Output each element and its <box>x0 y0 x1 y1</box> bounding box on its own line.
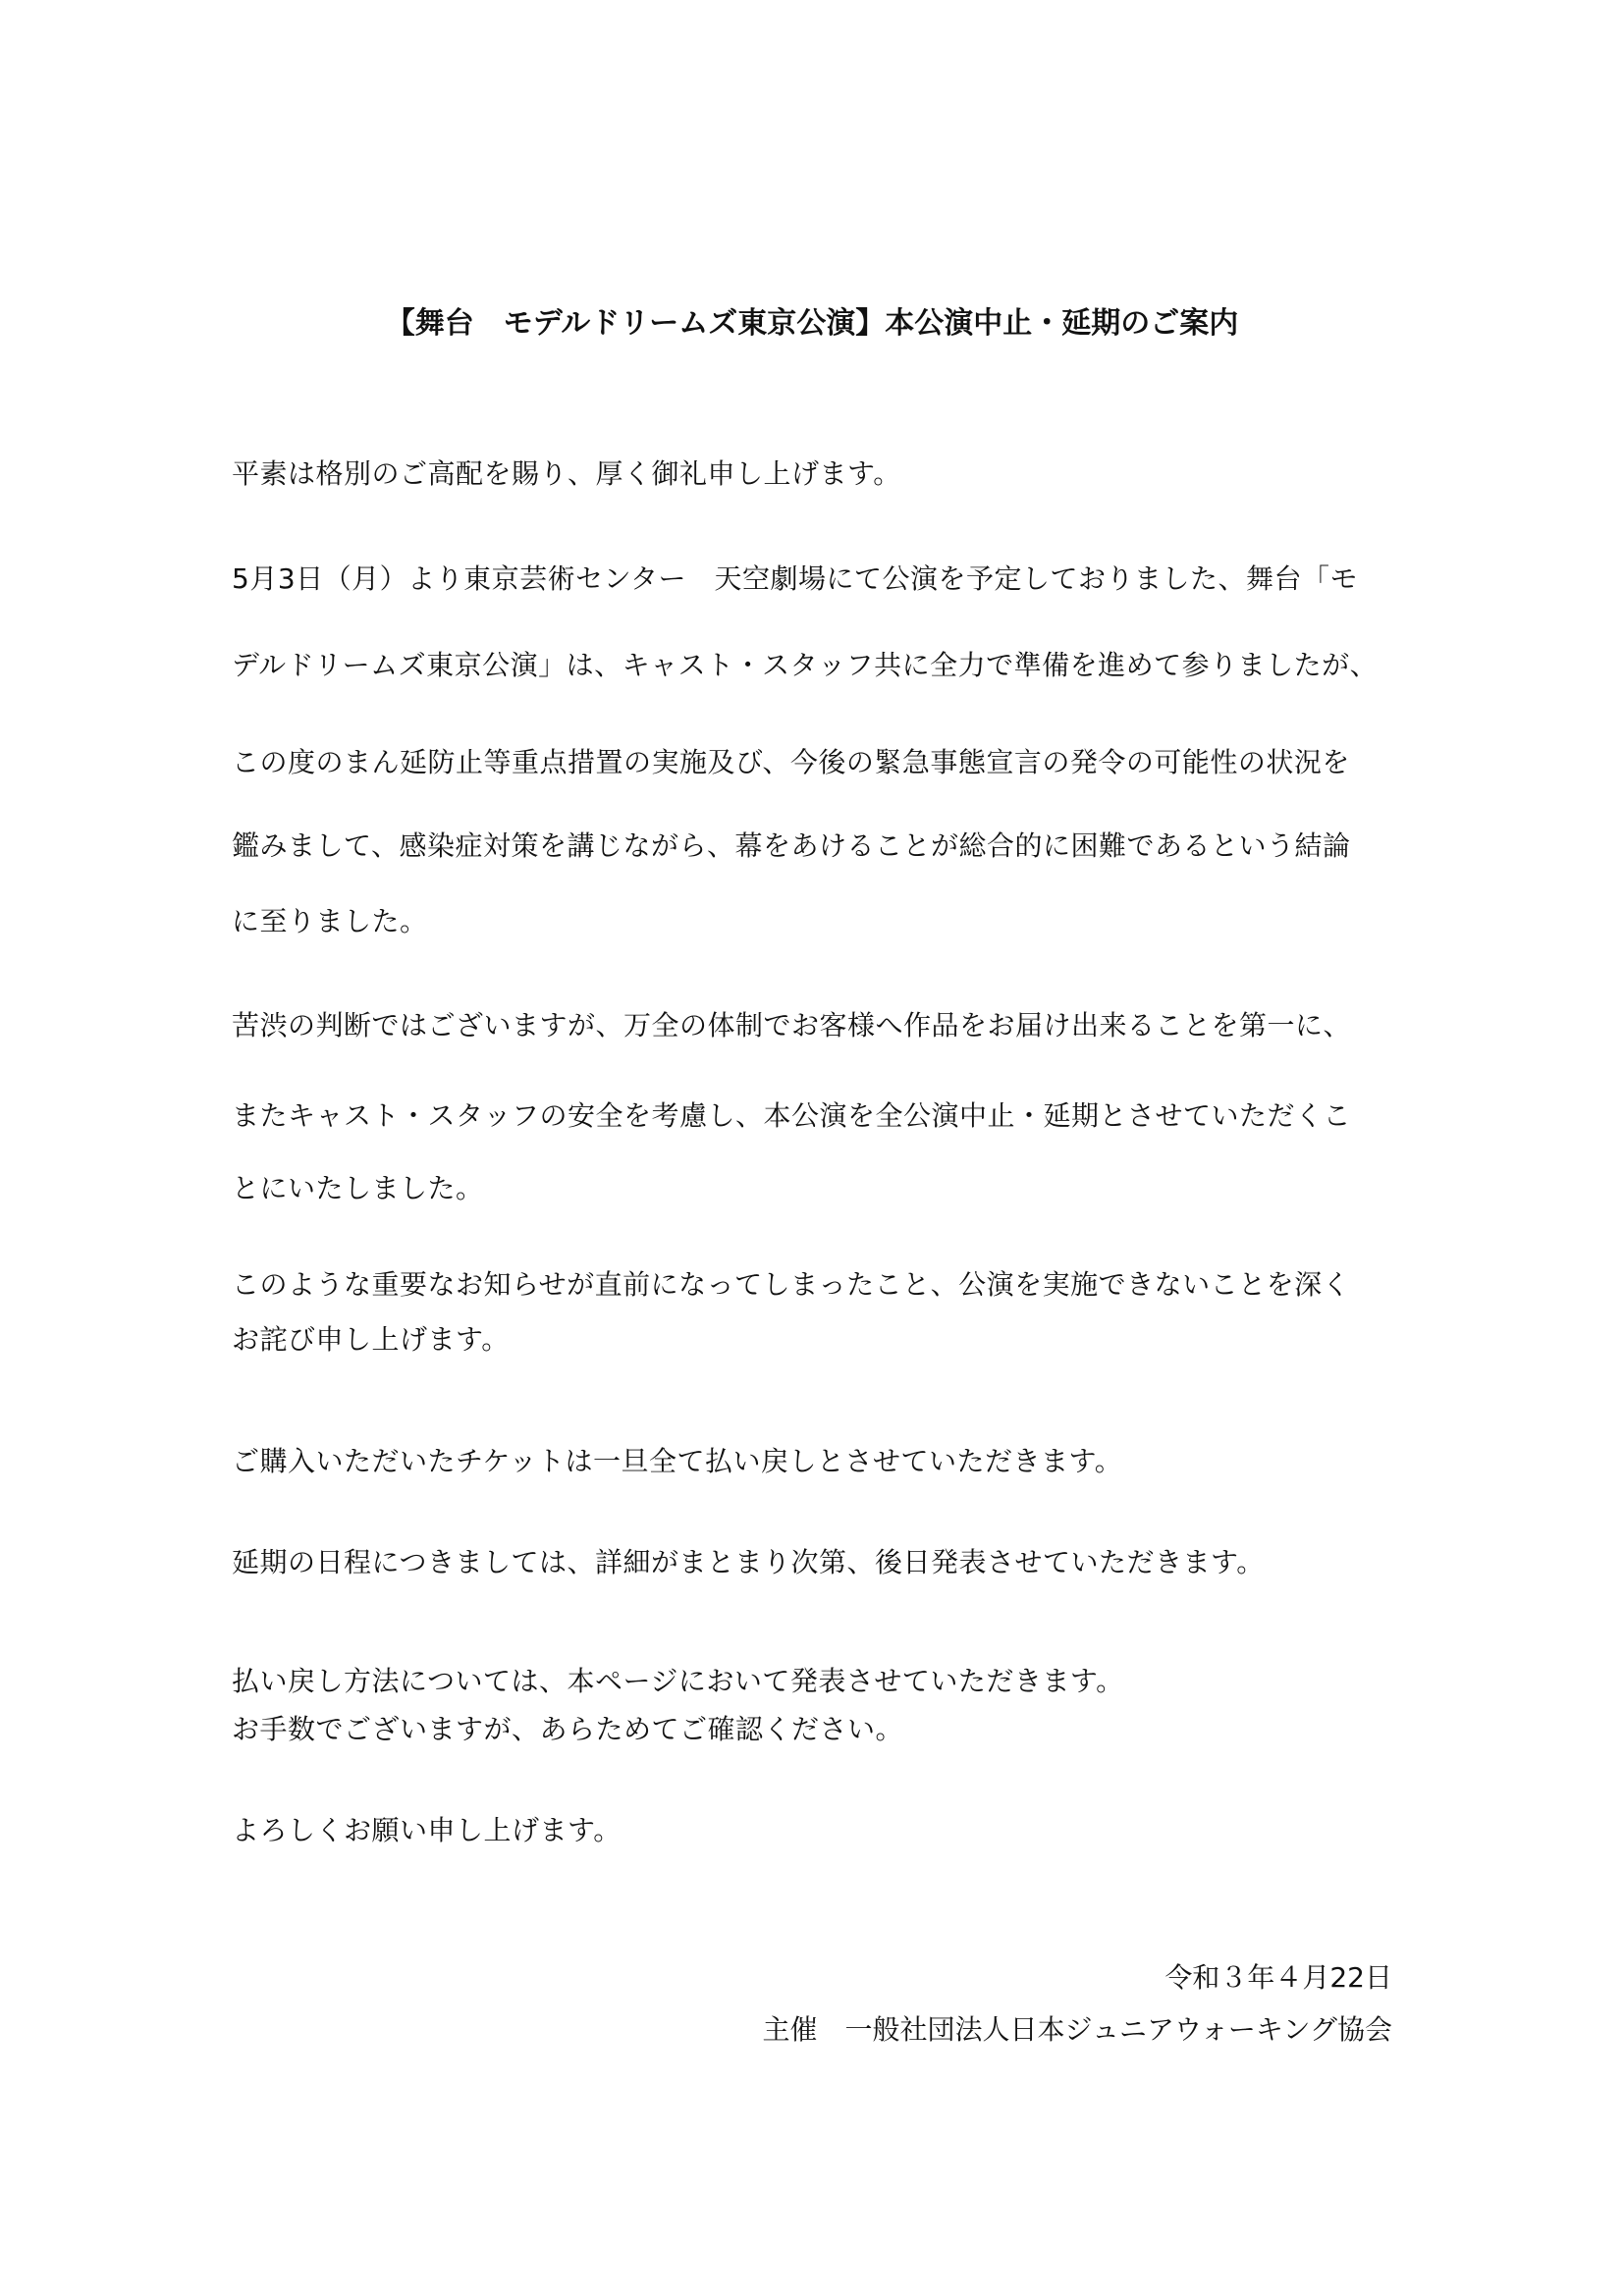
organizer-line: 主催 一般社団法人日本ジュニアウォーキング協会 <box>762 2013 1392 2046</box>
paragraph-line: この度のまん延防止等重点措置の実施及び、今後の緊急事態宣言の発令の可能性の状況を <box>232 746 1350 778</box>
page-title: 【舞台 モデルドリームズ東京公演】本公演中止・延期のご案内 <box>385 306 1239 341</box>
notice-date: 令和３年４月22日 <box>1164 1961 1392 1994</box>
schedule-text: 延期の日程につきましては、詳細がまとまり次第、後日発表させていただきます。 <box>232 1546 1265 1578</box>
paragraph-line: 5月3日（月）より東京芸術センター 天空劇場にて公演を予定しておりました、舞台「モ <box>232 562 1359 595</box>
refund-text: ご購入いただいたチケットは一旦全て払い戻しとさせていただきます。 <box>232 1445 1123 1477</box>
paragraph-line: このような重要なお知らせが直前になってしまったこと、公演を実施できないことを深く <box>232 1268 1351 1301</box>
paragraph-line: お手数でございますが、あらためてご確認ください。 <box>232 1713 904 1745</box>
paragraph-line: またキャスト・スタッフの安全を考慮し、本公演を全公演中止・延期とさせていただくこ <box>232 1099 1352 1132</box>
paragraph-line: お詫び申し上げます。 <box>232 1323 510 1356</box>
paragraph-line: に至りました。 <box>232 905 428 937</box>
paragraph-line: デルドリームズ東京公演」は、キャスト・スタッフ共に全力で準備を進めて参りましたが、 <box>232 649 1379 681</box>
closing-text: よろしくお願い申し上げます。 <box>232 1814 622 1846</box>
paragraph-line: 払い戻し方法については、本ページにおいて発表させていただきます。 <box>232 1665 1124 1697</box>
paragraph-line: 鑑みまして、感染症対策を講じながら、幕をあけることが総合的に困難であるという結論 <box>232 829 1351 862</box>
greeting-text: 平素は格別のご高配を賜り、厚く御礼申し上げます。 <box>232 457 901 490</box>
paragraph-line: 苦渋の判断ではございますが、万全の体制でお客様へ作品をお届け出来ることを第一に、 <box>232 1009 1352 1041</box>
paragraph-line: とにいたしました。 <box>232 1172 484 1204</box>
